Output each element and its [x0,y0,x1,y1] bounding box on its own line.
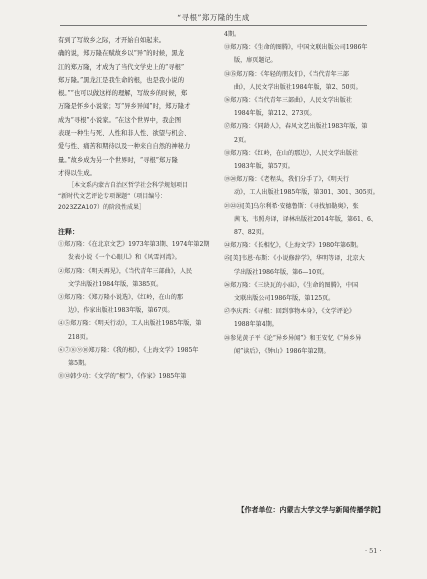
note-text: ㉖郑万隆：《三块瓦的小庙》，《生命的图腾》，中国 [224,281,359,289]
notes-list-right [224,28,392,358]
note-item [58,317,224,343]
note-item [224,94,392,120]
note-item [224,147,392,173]
note-item [224,68,392,94]
note-item [58,370,224,383]
note-continuation: 1984年版，第212、273页。 [234,110,316,118]
note-text: ㉘参见黄子平《论“异乡异闻”》和王安忆《“异乡异 [224,334,362,342]
note-continuation: 边》，作家出版社1983年版，第67页。 [68,307,174,315]
note-item [224,28,392,41]
note-continuation: 1983年版，第57页。 [234,163,294,171]
body-line: 成为“寻根”小说家。“在这个世界中，我企图 [58,116,182,124]
note-text: ㉗李庆西：《寻根：回到事物本身》，《文学评论》 [224,308,356,316]
note-text: ④⑤郑万隆：《明天行动》，工人出版社1985年版，第 [58,320,202,328]
body-line: 爱与性、痛苦和期待以及一种来自自然的神秘力 [58,143,191,151]
note-text: ⑥⑦⑧⑨⑩郑万隆：《我的根》，《上海文学》1985年 [58,346,199,354]
note-text: ③郑万隆：《郑万隆小说选》，《红岭，在山的那 [58,294,183,302]
fund-note [58,180,224,213]
author-affiliation: 【作者单位：内蒙古大学文学与新闻传播学院】 [237,506,385,514]
note-continuation: 闻”读后》，《钟山》1986年第2期。 [234,347,330,355]
note-item [224,120,392,146]
body-line: 根。”“也可以做这样的理解，写故乡的时候，郑 [58,90,188,98]
note-item [58,291,224,317]
note-continuation: 第5期。 [68,360,91,368]
body-line: 表现一种生与死、人性和非人性、欲望与机会、 [58,130,191,138]
note-text: ⑪⑫韩少功：《文学的“根”》，《作家》1985年第 [58,373,187,381]
note-text: ②郑万隆：《明天再见》，《当代青年三部曲》，人民 [58,267,193,275]
left-column [58,34,224,384]
body-line: 才得以生成。 [58,169,96,177]
fund-line: “新时代文艺评论专项课题”（项目编号： [58,193,167,201]
note-item [224,41,392,67]
note-continuation: 1988年第4期。 [234,321,278,329]
note-continuation: 学出版社1986年版，第6—10页。 [234,268,329,276]
note-text: ①郑万隆：《在北京文艺》1973年第3期、1974年第2期 [58,241,210,249]
page-number: · 51 · [365,547,382,555]
note-text: 4期。 [224,31,241,38]
note-continuation: 版，扉页题记。 [234,57,277,65]
note-item [224,252,392,278]
note-text: ⑱郑万隆：《红岭，在山的那边》，人民文学出版社 [224,149,359,157]
note-text: ㉔郑万隆：《长相忆》，《上海文学》1980年第6期。 [224,242,363,250]
note-item [224,305,392,331]
note-text: ⑬郑万隆：《生命的图腾》，中国文联出版公司1986年 [224,44,368,52]
note-text: ㉑㉒㉓[美]乌尔利希·安德鲁斯：《寻找加勒奥》，张 [224,202,359,210]
note-continuation: 动》，工人出版社1985年版，第301、301、305页。 [234,189,379,197]
notes-title: 注释： [58,228,79,237]
note-text: ⑭⑮郑万隆：《年轻的朋友们》，《当代青年三部 [224,70,349,78]
note-continuation: 文学出版社1984年版，第385页。 [68,280,163,288]
body-line: 郑万隆。”黑龙江是我生命的根，也是我小说的 [58,76,185,84]
note-item [58,265,224,291]
note-item [58,344,224,370]
note-item [224,239,392,252]
body-line: 有到了写故乡之际，才开始自如起来。 [58,37,166,44]
header-rule [60,25,367,26]
note-text: ⑯郑万隆：《当代青年三部曲》，人民文学出版社 [224,97,352,105]
body-text [58,34,224,180]
body-line: 确的说，郑万隆在赋故乡以“异”的时候，黑龙 [58,50,185,58]
note-continuation: 曲》，人民文学出版社1984年版，第2、50页。 [234,83,362,91]
note-text: ⑰郑万隆：《同龄人》，春风文艺出版社1983年版，第 [224,123,368,131]
body-line: 量。”故乡成为另一个世界时，“寻根”郑万隆 [58,156,178,164]
note-text: ㉕[美]韦恩·布斯：《小说修辞学》，华明等译，北京大 [224,255,365,263]
note-continuation: 发表小说《一个心眼儿》和《风雪河湾》。 [68,254,181,262]
note-item [224,173,392,199]
body-line: 江的郑万隆，才成为了当代文学史上的“寻根” [58,63,185,71]
note-continuation: 茜飞、韦照舟译，译林出版社2014年版，第61、6、 [234,215,377,223]
note-continuation: 218页。 [68,333,92,341]
note-item [224,332,392,358]
running-head: “寻根”郑万隆的生成 [177,13,250,22]
body-line: 万隆是怀乡小说家；写“异乡异闻”时，郑万隆才 [58,103,191,111]
note-continuation: 2页。 [234,136,251,144]
fund-line: ［本文系内蒙古自治区哲学社会科学规划项目 [68,182,189,190]
right-column [224,28,392,358]
fund-line: 2023ZZA107）的阶段性成果］ [58,204,146,212]
note-continuation: 文联出版公司1986年版，第125页。 [234,295,335,303]
note-item [224,279,392,305]
note-item [224,200,392,240]
notes-list-left [58,238,224,383]
note-item [58,238,224,264]
note-continuation: 87、82页。 [234,229,268,237]
note-text: ⑲⑳郑万隆：《老程头，我们分手了》，《明天行 [224,176,349,184]
